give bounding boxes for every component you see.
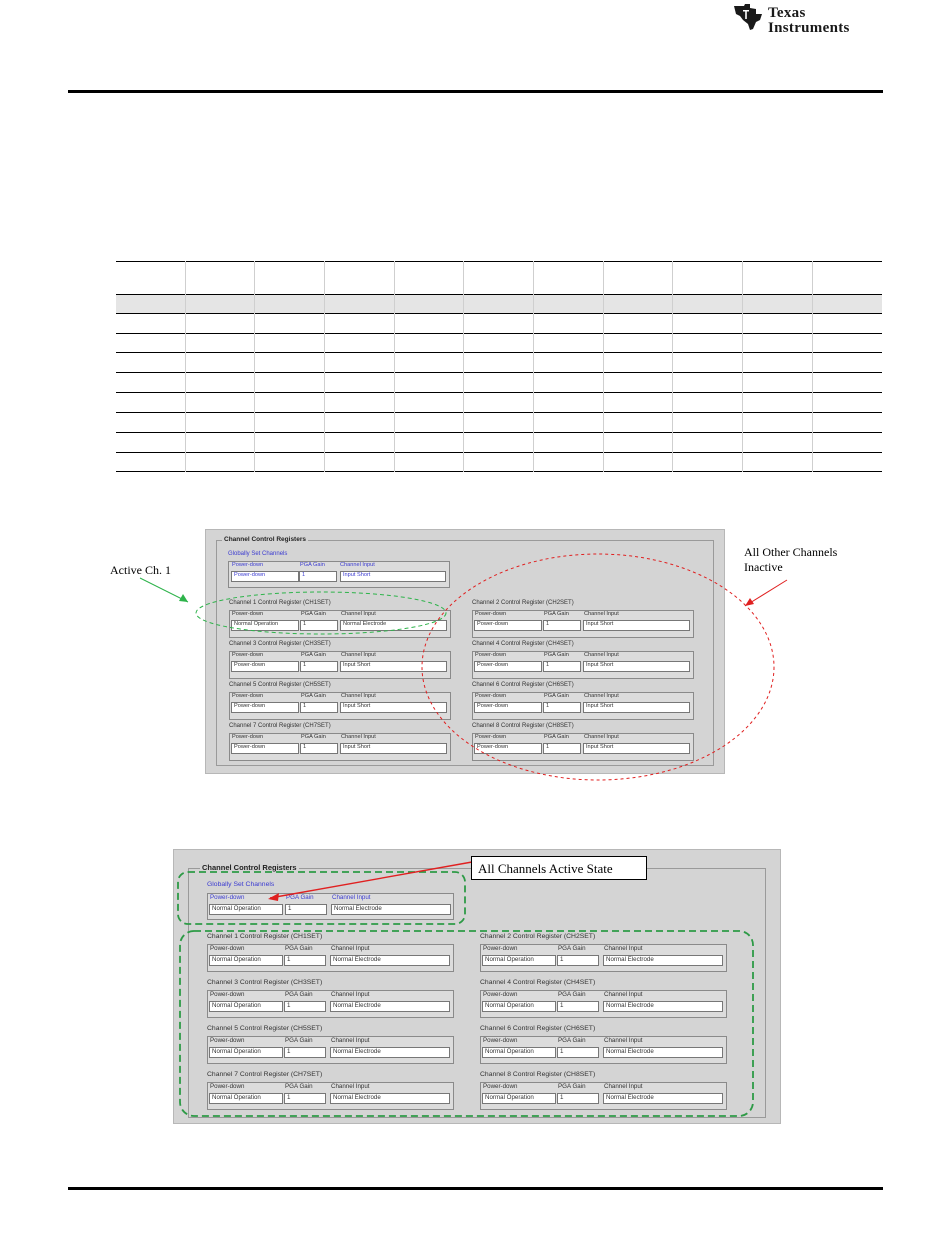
channel-7-gain-label: PGA Gain: [301, 734, 326, 740]
channel-1-input-field[interactable]: Normal Electrode: [340, 620, 447, 631]
logo-line-2: Instruments: [768, 20, 850, 36]
channel-2-power-label: Power-down: [483, 945, 518, 952]
channel-1-gain-label: PGA Gain: [301, 611, 326, 617]
channel-5-input-label: Channel Input: [341, 693, 376, 699]
channel-7-power-field[interactable]: Power-down: [231, 743, 299, 754]
channel-6-gain-field[interactable]: 1: [543, 702, 581, 713]
channel-8-title: Channel 8 Control Register (CH8SET): [472, 723, 574, 729]
channel-5-title: Channel 5 Control Register (CH5SET): [207, 1025, 323, 1032]
channel-2-power-field[interactable]: Power-down: [474, 620, 542, 631]
channel-4-power-field[interactable]: Power-down: [474, 661, 542, 672]
global-input-label: Channel Input: [340, 562, 375, 568]
fig2-global-gain-label: PGA Gain: [286, 894, 314, 901]
channel-2-gain-label: PGA Gain: [544, 611, 569, 617]
channel-3-power-field[interactable]: Normal Operation: [209, 1001, 283, 1012]
fig2-global-power-label: Power-down: [210, 894, 245, 901]
global-input-field[interactable]: Input Short: [340, 571, 446, 582]
channel-2-power-field[interactable]: Normal Operation: [482, 955, 556, 966]
channel-4-gain-label: PGA Gain: [544, 652, 569, 658]
fig2-global-gain-field[interactable]: 1: [285, 904, 327, 915]
channel-7-title: Channel 7 Control Register (CH7SET): [229, 723, 331, 729]
channel-6-title: Channel 6 Control Register (CH6SET): [480, 1025, 596, 1032]
channel-2-input-label: Channel Input: [584, 611, 619, 617]
channel-3-power-field[interactable]: Power-down: [231, 661, 299, 672]
channel-5-input-label: Channel Input: [331, 1037, 370, 1044]
channel-8-power-field[interactable]: Normal Operation: [482, 1093, 556, 1104]
figure2-title: Channel Control Registers: [202, 863, 297, 872]
red-arrow-head: [745, 598, 754, 606]
footer-rule: [68, 1187, 883, 1190]
channel-4-title: Channel 4 Control Register (CH4SET): [472, 641, 574, 647]
fig2-global-power-field[interactable]: Normal Operation: [209, 904, 283, 915]
channel-7-gain-label: PGA Gain: [285, 1083, 313, 1090]
channel-7-power-label: Power-down: [232, 734, 264, 740]
red-arrow-head-2: [268, 893, 279, 901]
channel-6-gain-label: PGA Gain: [558, 1037, 586, 1044]
channel-8-gain-label: PGA Gain: [544, 734, 569, 740]
channel-8-power-field[interactable]: Power-down: [474, 743, 542, 754]
channel-4-title: Channel 4 Control Register (CH4SET): [480, 979, 596, 986]
channel-1-input-field[interactable]: Normal Electrode: [330, 955, 450, 966]
channel-1-input-label: Channel Input: [341, 611, 376, 617]
channel-2-input-label: Channel Input: [604, 945, 643, 952]
channel-6-power-label: Power-down: [475, 693, 507, 699]
channel-1-gain-field[interactable]: 1: [284, 955, 326, 966]
channel-3-title: Channel 3 Control Register (CH3SET): [229, 641, 331, 647]
channel-5-gain-label: PGA Gain: [285, 1037, 313, 1044]
channel-4-gain-field[interactable]: 1: [557, 1001, 599, 1012]
channel-4-input-field[interactable]: Input Short: [583, 661, 690, 672]
register-table: [116, 261, 882, 473]
channel-6-input-label: Channel Input: [584, 693, 619, 699]
figure1-title: Channel Control Registers: [224, 536, 306, 543]
channel-8-input-label: Channel Input: [604, 1083, 643, 1090]
channel-2-gain-field[interactable]: 1: [543, 620, 581, 631]
global-highlight-box: [178, 872, 465, 924]
texas-instruments-logo: [728, 0, 888, 40]
table-shaded-row: [116, 294, 882, 313]
global-power-label: Power-down: [232, 562, 264, 568]
channel-6-power-field[interactable]: Power-down: [474, 702, 542, 713]
channel-6-gain-field[interactable]: 1: [557, 1047, 599, 1058]
channel-8-gain-field[interactable]: 1: [557, 1093, 599, 1104]
channel-4-gain-field[interactable]: 1: [543, 661, 581, 672]
channel-1-power-field[interactable]: Normal Operation: [209, 955, 283, 966]
channel-3-power-label: Power-down: [210, 991, 245, 998]
channel-3-gain-label: PGA Gain: [301, 652, 326, 658]
channel-3-gain-label: PGA Gain: [285, 991, 313, 998]
channel-2-input-field[interactable]: Input Short: [583, 620, 690, 631]
global-gain-label: PGA Gain: [300, 562, 325, 568]
channel-5-input-field[interactable]: Input Short: [340, 702, 447, 713]
fig2-global-input-label: Channel Input: [332, 894, 371, 901]
channels-highlight-box: [180, 931, 753, 1116]
channel-1-power-label: Power-down: [232, 611, 264, 617]
channel-6-power-label: Power-down: [483, 1037, 518, 1044]
channel-5-power-field[interactable]: Normal Operation: [209, 1047, 283, 1058]
channel-7-gain-field[interactable]: 1: [300, 743, 338, 754]
channel-4-gain-label: PGA Gain: [558, 991, 586, 998]
inactive-callout-line2: Inactive: [744, 560, 783, 574]
channel-1-input-label: Channel Input: [331, 945, 370, 952]
channel-3-gain-field[interactable]: 1: [284, 1001, 326, 1012]
channel-7-title: Channel 7 Control Register (CH7SET): [207, 1071, 323, 1078]
channel-8-input-field[interactable]: Input Short: [583, 743, 690, 754]
channel-3-title: Channel 3 Control Register (CH3SET): [207, 979, 323, 986]
channel-8-input-label: Channel Input: [584, 734, 619, 740]
global-power-field[interactable]: Power-down: [231, 571, 299, 582]
channel-8-input-field[interactable]: Normal Electrode: [603, 1093, 723, 1104]
channel-5-title: Channel 5 Control Register (CH5SET): [229, 682, 331, 688]
channel-3-input-field[interactable]: Input Short: [340, 661, 447, 672]
channel-2-power-label: Power-down: [475, 611, 507, 617]
channel-8-title: Channel 8 Control Register (CH8SET): [480, 1071, 596, 1078]
inactive-highlight-ellipse: [422, 554, 774, 780]
channel-1-title: Channel 1 Control Register (CH1SET): [229, 600, 331, 606]
ch1-highlight-ellipse: [196, 592, 446, 634]
figure1-annotations: [100, 520, 900, 790]
channel-2-gain-field[interactable]: 1: [557, 955, 599, 966]
figure2-annotations: [170, 850, 790, 1125]
channel-8-gain-field[interactable]: 1: [543, 743, 581, 754]
global-gain-field[interactable]: 1: [299, 571, 337, 582]
fig2-global-input-field[interactable]: Normal Electrode: [331, 904, 451, 915]
channel-7-input-field[interactable]: Normal Electrode: [330, 1093, 450, 1104]
channel-5-gain-label: PGA Gain: [301, 693, 326, 699]
channel-1-power-field[interactable]: Normal Operation: [231, 620, 299, 631]
channel-5-power-label: Power-down: [210, 1037, 245, 1044]
channel-2-input-field[interactable]: Normal Electrode: [603, 955, 723, 966]
channel-5-power-label: Power-down: [232, 693, 264, 699]
header-rule: [68, 90, 883, 93]
channel-6-input-label: Channel Input: [604, 1037, 643, 1044]
channel-5-input-field[interactable]: Normal Electrode: [330, 1047, 450, 1058]
channel-5-power-field[interactable]: Power-down: [231, 702, 299, 713]
channel-3-input-label: Channel Input: [341, 652, 376, 658]
global-title: Globally Set Channels: [228, 551, 288, 557]
channel-1-gain-label: PGA Gain: [285, 945, 313, 952]
channel-7-input-label: Channel Input: [341, 734, 376, 740]
channel-4-input-label: Channel Input: [604, 991, 643, 998]
channel-4-input-label: Channel Input: [584, 652, 619, 658]
all-active-callout-box: [471, 856, 647, 880]
channel-5-gain-field[interactable]: 1: [284, 1047, 326, 1058]
channel-3-gain-field[interactable]: 1: [300, 661, 338, 672]
channel-5-gain-field[interactable]: 1: [300, 702, 338, 713]
channel-7-power-field[interactable]: Normal Operation: [209, 1093, 283, 1104]
channel-3-input-label: Channel Input: [331, 991, 370, 998]
channel-7-gain-field[interactable]: 1: [284, 1093, 326, 1104]
channel-1-power-label: Power-down: [210, 945, 245, 952]
active-ch1-callout: Active Ch. 1: [110, 563, 171, 577]
channel-4-power-field[interactable]: Normal Operation: [482, 1001, 556, 1012]
logo-line-1: Texas: [768, 5, 806, 21]
inactive-callout-line1: All Other Channels: [744, 545, 838, 559]
channel-8-gain-label: PGA Gain: [558, 1083, 586, 1090]
channel-6-gain-label: PGA Gain: [544, 693, 569, 699]
channel-8-power-label: Power-down: [475, 734, 507, 740]
channel-2-title: Channel 2 Control Register (CH2SET): [472, 600, 574, 606]
channel-7-input-label: Channel Input: [331, 1083, 370, 1090]
channel-8-power-label: Power-down: [483, 1083, 518, 1090]
texas-state-icon: [732, 2, 766, 32]
channel-6-power-field[interactable]: Normal Operation: [482, 1047, 556, 1058]
channel-3-power-label: Power-down: [232, 652, 264, 658]
channel-4-power-label: Power-down: [483, 991, 518, 998]
channel-2-gain-label: PGA Gain: [558, 945, 586, 952]
all-active-callout: All Channels Active State: [478, 861, 613, 876]
red-arrow-line-2: [270, 862, 472, 898]
channel-7-input-field[interactable]: Input Short: [340, 743, 447, 754]
channel-4-input-field[interactable]: Normal Electrode: [603, 1001, 723, 1012]
channel-1-gain-field[interactable]: 1: [300, 620, 338, 631]
channel-4-power-label: Power-down: [475, 652, 507, 658]
channel-2-title: Channel 2 Control Register (CH2SET): [480, 933, 596, 940]
channel-3-input-field[interactable]: Normal Electrode: [330, 1001, 450, 1012]
channel-6-title: Channel 6 Control Register (CH6SET): [472, 682, 574, 688]
channel-1-title: Channel 1 Control Register (CH1SET): [207, 933, 323, 940]
channel-6-input-field[interactable]: Normal Electrode: [603, 1047, 723, 1058]
fig2-global-title: Globally Set Channels: [207, 881, 275, 888]
channel-6-input-field[interactable]: Input Short: [583, 702, 690, 713]
channel-7-power-label: Power-down: [210, 1083, 245, 1090]
